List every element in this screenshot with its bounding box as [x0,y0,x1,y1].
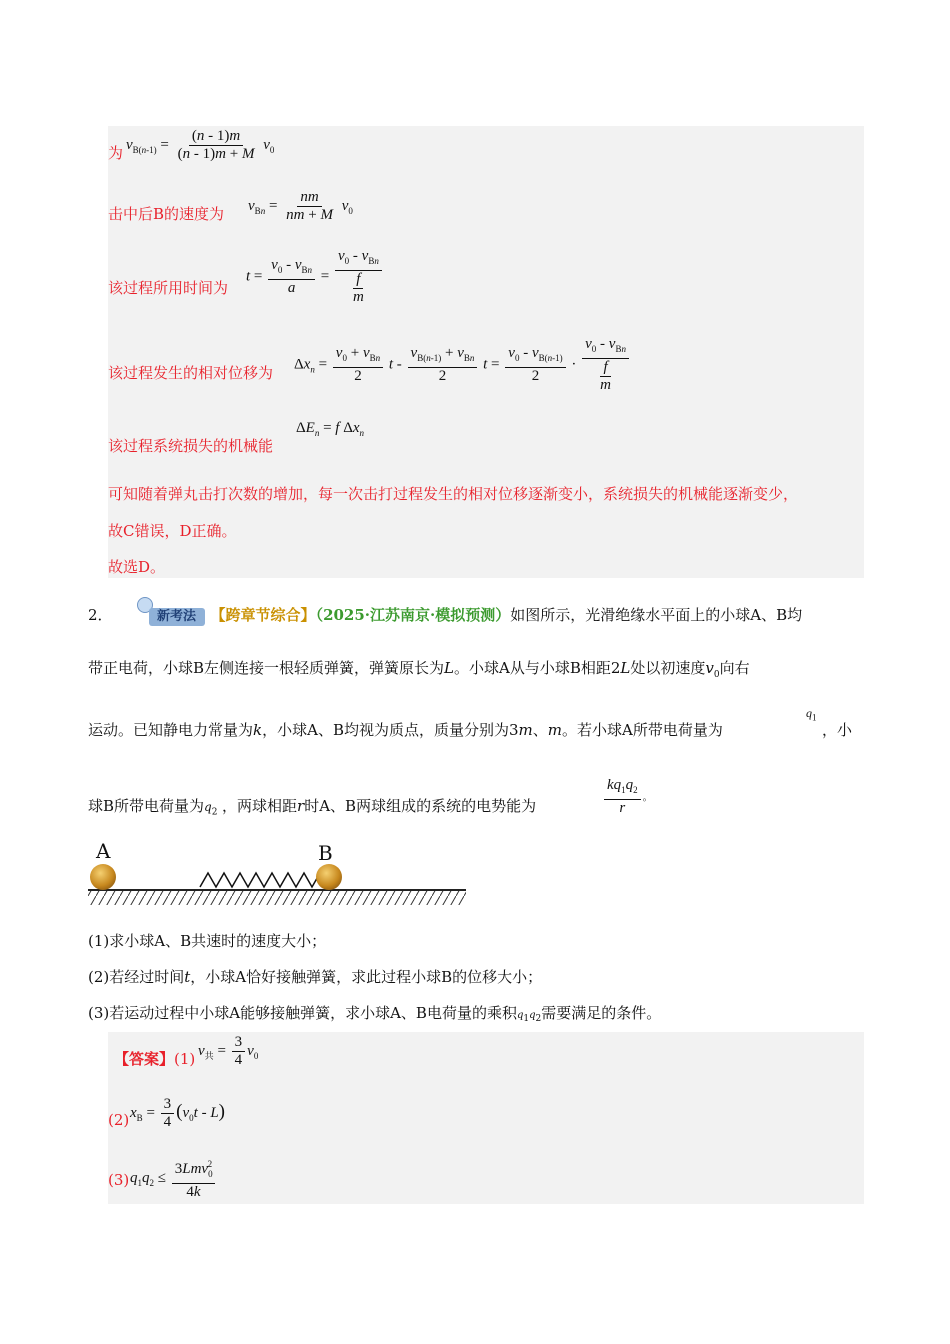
formula-vbn: $v_{Bn}$ = $\frac{nm}{nm + M}$ $v_0$ [248,189,353,223]
ball-b [316,864,342,890]
question-line-2: 带正电荷，小球B左侧连接一根轻质弹簧，弹簧原长为L。小球A从与小球B相距2L处以初速度$v_0$向右 [88,659,750,680]
formula-q1: $q_1$ [806,706,817,723]
solution-final: 故选D。 [108,558,166,576]
new-method-badge: 新考法 [143,605,207,627]
answer-2-formula: $x_B$ = $\frac{3}{4}$ $(v_0t - L)$ [130,1096,225,1130]
answer-3-label: (3) [108,1171,130,1189]
answer-1-formula: $v_共$ = $\frac{3}{4}$ $v_0$ [198,1034,259,1068]
question-line-3: 运动。已知静电力常量为k，小球A、B均视为质点，质量分别为3m、m。若小球A所带电荷量为 [88,721,723,739]
formula-potential-energy: $\frac{kq_1q_2}{r}$ 。 [602,777,653,817]
sub-question-3: (3)若运动过程中小球A能够接触弹簧，求小球A、B电荷量的乘积$q_1q_2$需要满足的条件。 [88,1004,662,1024]
question-tag: 【跨章节综合】 [210,606,316,624]
answer-label: 【答案】(1) [114,1050,196,1068]
solution-line-2: 击中后B的速度为 [108,205,225,223]
solution-line-4: 该过程发生的相对位移为 [108,364,274,382]
formula-energy-loss: $\Delta E_n = f$ $\Delta x_n$ [296,420,365,438]
formula-relative-displacement: $\Delta x_n$ = $\frac{v_0 + v_{Bn}}{2}$ t - $\frac{v_{B(n-1)} + v_{Bn}}{2}$ t = $\frac{v_0 - v_{B(n-1)}}{2}$ · $\frac{v_0 - v_{Bn}}{\frac{f}{m}}$ [294,336,631,394]
spring [200,873,328,887]
formula-time: t = $\frac{v_0 - v_{Bn}}{a}$ = $\frac{v_0 - v_{Bn}}{\frac{f}{m}}$ [246,248,384,306]
figure-ground [88,868,466,908]
ball-a [90,864,116,890]
question-line-4: 球B所带电荷量为$q_2$ ，两球相距r时A、B两球组成的系统的电势能为 [88,797,537,818]
question-line-1: 2． 新考法 【跨章节综合】（2025·江苏南京·模拟预测）如图所示，光滑绝缘水平面上的小球A、B均 [88,605,802,627]
formula-vb-n-minus-1: $v_{B(n-1)}$ = $\frac{(n - 1)m}{(n - 1)m + M}$ $v_0$ [126,128,275,162]
answer-3-formula: $q_1q_2$ ≤ $\frac{3Lmv_0^2}{4k}$ [130,1156,217,1201]
answer-2-label: (2) [108,1111,130,1129]
sub-question-1: (1)求小球A、B共速时的速度大小； [88,932,327,950]
ball-b-label: B [318,841,333,865]
solution-line-1: 为 [108,144,124,162]
question-line-3-end: ，小 [822,721,853,739]
sub-question-2: (2)若经过时间t，小球A恰好接触弹簧，求此过程小球B的位移大小； [88,968,543,986]
solution-line-5: 该过程系统损失的机械能 [108,437,274,455]
solution-conclusion: 可知随着弹丸击打次数的增加，每一次击打过程发生的相对位移逐渐变小，系统损失的机械能逐渐变少， [108,485,799,503]
solution-conclusion-2: 故C错误，D正确。 [108,522,237,540]
solution-line-3: 该过程所用时间为 [108,279,229,297]
ball-a-label: A [96,839,111,863]
question-source: （2025·江苏南京·模拟预测） [315,606,511,624]
